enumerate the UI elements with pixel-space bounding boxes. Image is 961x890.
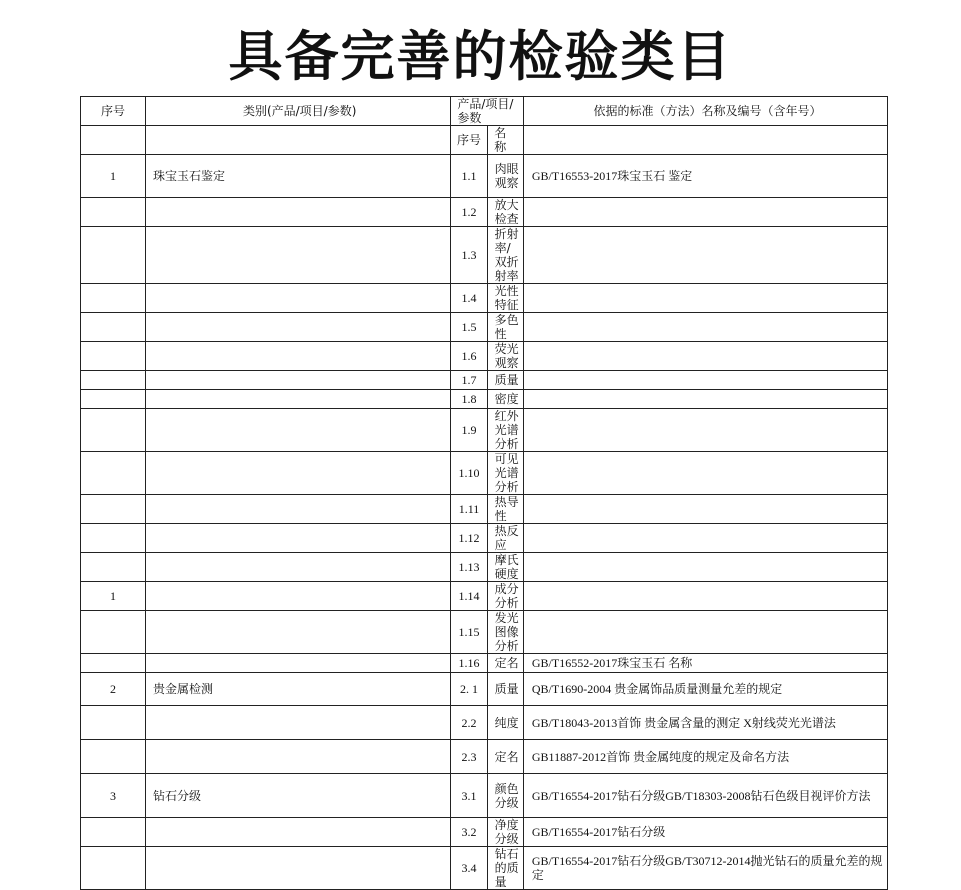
row-category: 钻石分级 [146, 774, 451, 818]
row-no [81, 371, 146, 390]
row-standard: QB/T1690-2004 贵金属饰品质量测量允差的规定 [523, 673, 887, 706]
row-param-name: 光性特征 [487, 284, 523, 313]
row-no [81, 818, 146, 847]
row-no [81, 342, 146, 371]
row-sub-no: 3.4 [451, 847, 487, 890]
row-no: 1 [81, 155, 146, 198]
row-sub-no: 1.6 [451, 342, 487, 371]
row-no [81, 452, 146, 495]
table-row [81, 409, 888, 452]
subheader-empty-no [81, 126, 146, 155]
row-param-name: 热导性 [487, 495, 523, 524]
row-standard [523, 611, 887, 654]
row-no [81, 284, 146, 313]
row-sub-no: 3.2 [451, 818, 487, 847]
row-param-name: 成分分析 [487, 582, 523, 611]
row-standard: GB/T16554-2017钻石分级 [523, 818, 887, 847]
subheader-empty-category [146, 126, 451, 155]
row-sub-no: 1.14 [451, 582, 487, 611]
row-sub-no: 2.2 [451, 706, 487, 740]
row-sub-no: 1.7 [451, 371, 487, 390]
header-col-param: 产品/项目/参数 [451, 97, 524, 126]
row-sub-no: 1.5 [451, 313, 487, 342]
table-row [81, 774, 888, 818]
row-category [146, 654, 451, 673]
row-category [146, 198, 451, 227]
row-category [146, 611, 451, 654]
row-no [81, 227, 146, 284]
row-no [81, 847, 146, 890]
row-param-name: 发光图像分析 [487, 611, 523, 654]
row-param-name: 质量 [487, 371, 523, 390]
table-row [81, 342, 888, 371]
row-param-name: 肉眼观察 [487, 155, 523, 198]
table-row [81, 611, 888, 654]
row-no: 3 [81, 774, 146, 818]
row-no [81, 611, 146, 654]
row-standard [523, 524, 887, 553]
row-category [146, 284, 451, 313]
row-sub-no: 1.1 [451, 155, 487, 198]
row-category [146, 706, 451, 740]
row-param-name: 质量 [487, 673, 523, 706]
table-row [81, 313, 888, 342]
subheader-sub-name: 名 称 [487, 126, 523, 155]
row-param-name: 荧光观察 [487, 342, 523, 371]
page-title: 具备完善的检验类目 [228, 25, 733, 88]
row-standard [523, 452, 887, 495]
row-param-name: 定名 [487, 740, 523, 774]
inspection-table [80, 96, 888, 890]
subheader-sub-no: 序号 [451, 126, 487, 155]
subheader-empty-standard [523, 126, 887, 155]
row-standard [523, 198, 887, 227]
row-standard [523, 342, 887, 371]
row-param-name: 颜色分级 [487, 774, 523, 818]
row-standard [523, 582, 887, 611]
row-param-name: 定名 [487, 654, 523, 673]
row-category: 贵金属检测 [146, 673, 451, 706]
row-sub-no: 1.3 [451, 227, 487, 284]
row-standard [523, 495, 887, 524]
table-row [81, 155, 888, 198]
row-category [146, 582, 451, 611]
table-row [81, 673, 888, 706]
row-sub-no: 1.2 [451, 198, 487, 227]
row-category: 珠宝玉石鉴定 [146, 155, 451, 198]
row-param-name: 折射率/双折射率 [487, 227, 523, 284]
table-row [81, 706, 888, 740]
row-sub-no: 2.3 [451, 740, 487, 774]
row-standard: GB/T16552-2017珠宝玉石 名称 [523, 654, 887, 673]
row-category [146, 818, 451, 847]
table-body [81, 155, 888, 890]
row-no [81, 706, 146, 740]
row-category [146, 740, 451, 774]
row-category [146, 452, 451, 495]
row-sub-no: 1.9 [451, 409, 487, 452]
table-subheader-row [81, 126, 888, 155]
row-sub-no: 3.1 [451, 774, 487, 818]
row-sub-no: 1.10 [451, 452, 487, 495]
table-row [81, 524, 888, 553]
row-no [81, 198, 146, 227]
row-sub-no: 2. 1 [451, 673, 487, 706]
row-no: 2 [81, 673, 146, 706]
row-standard [523, 227, 887, 284]
row-standard [523, 553, 887, 582]
table-row [81, 371, 888, 390]
row-param-name: 热反应 [487, 524, 523, 553]
row-no: 1 [81, 582, 146, 611]
table-row [81, 227, 888, 284]
row-category [146, 524, 451, 553]
row-param-name: 多色性 [487, 313, 523, 342]
row-param-name: 密度 [487, 390, 523, 409]
row-sub-no: 1.8 [451, 390, 487, 409]
row-no [81, 390, 146, 409]
row-standard [523, 409, 887, 452]
table-row [81, 390, 888, 409]
row-sub-no: 1.11 [451, 495, 487, 524]
row-standard [523, 313, 887, 342]
table-row [81, 495, 888, 524]
table-row [81, 553, 888, 582]
table-row [81, 818, 888, 847]
row-param-name: 净度分级 [487, 818, 523, 847]
row-category [146, 342, 451, 371]
row-no [81, 524, 146, 553]
row-sub-no: 1.15 [451, 611, 487, 654]
row-sub-no: 1.16 [451, 654, 487, 673]
row-standard: GB/T16554-2017钻石分级GB/T18303-2008钻石色级目视评价方法 [523, 774, 887, 818]
row-category [146, 227, 451, 284]
table-row [81, 654, 888, 673]
row-category [146, 371, 451, 390]
table-row [81, 582, 888, 611]
row-category [146, 495, 451, 524]
row-category [146, 390, 451, 409]
row-standard [523, 284, 887, 313]
row-standard: GB/T18043-2013首饰 贵金属含量的测定 X射线荧光光谱法 [523, 706, 887, 740]
row-standard: GB/T16554-2017钻石分级GB/T30712-2014抛光钻石的质量允差的规定 [523, 847, 887, 890]
row-param-name: 红外光谱分析 [487, 409, 523, 452]
row-no [81, 740, 146, 774]
row-sub-no: 1.13 [451, 553, 487, 582]
row-no [81, 553, 146, 582]
row-no [81, 409, 146, 452]
row-param-name: 可见光谱分析 [487, 452, 523, 495]
row-category [146, 847, 451, 890]
row-param-name: 纯度 [487, 706, 523, 740]
table-row [81, 847, 888, 890]
row-category [146, 409, 451, 452]
row-standard: GB/T16553-2017珠宝玉石 鉴定 [523, 155, 887, 198]
table-header-row [81, 97, 888, 126]
row-category [146, 553, 451, 582]
row-no [81, 495, 146, 524]
row-standard [523, 371, 887, 390]
row-no [81, 654, 146, 673]
table-row [81, 284, 888, 313]
header-col-standard: 依据的标准（方法）名称及编号（含年号） [523, 97, 887, 126]
row-sub-no: 1.12 [451, 524, 487, 553]
row-category [146, 313, 451, 342]
table-row [81, 198, 888, 227]
table-row [81, 740, 888, 774]
row-param-name: 摩氏硬度 [487, 553, 523, 582]
row-no [81, 313, 146, 342]
row-param-name: 钻石的质量 [487, 847, 523, 890]
row-standard [523, 390, 887, 409]
row-sub-no: 1.4 [451, 284, 487, 313]
header-col-no: 序号 [81, 97, 146, 126]
table-row [81, 452, 888, 495]
header-col-category: 类别(产品/项目/参数) [146, 97, 451, 126]
row-param-name: 放大检查 [487, 198, 523, 227]
row-standard: GB11887-2012首饰 贵金属纯度的规定及命名方法 [523, 740, 887, 774]
